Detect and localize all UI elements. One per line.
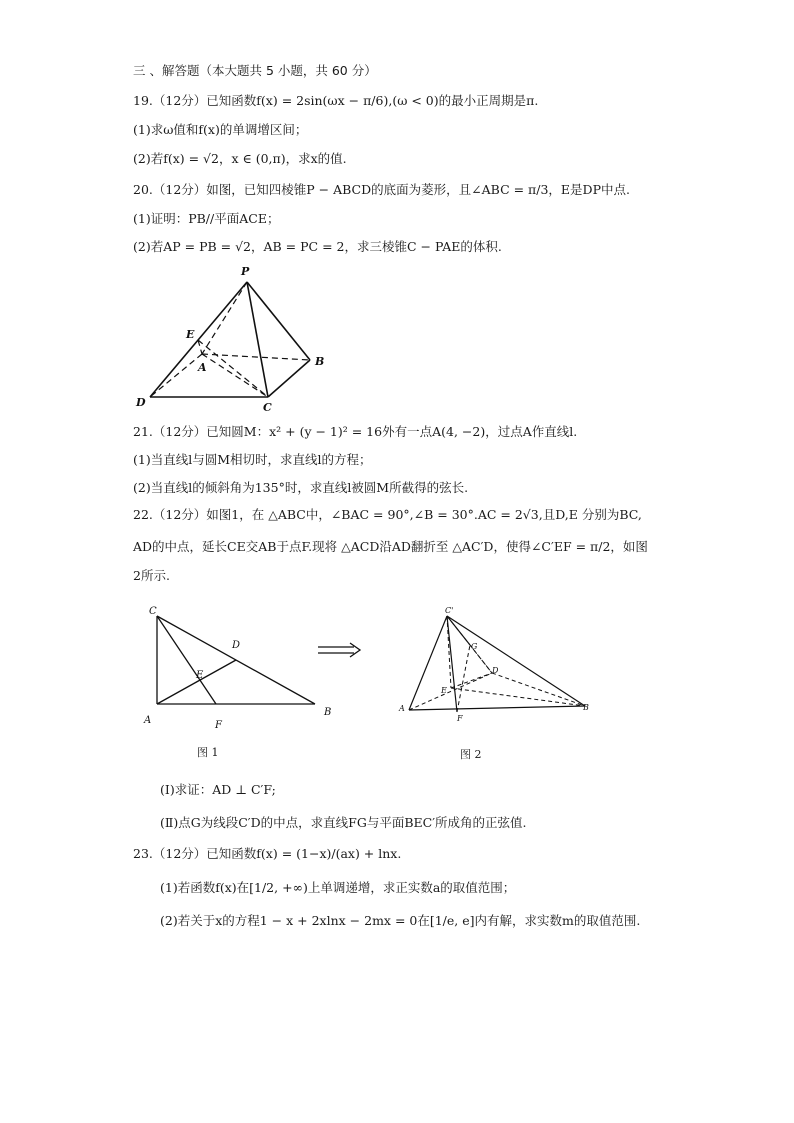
fig1-label-F: F	[215, 720, 222, 730]
section-title: 三 、解答题（本大题共 5 小题，共 60 分）	[133, 63, 377, 78]
fig-label-A: A	[198, 361, 207, 374]
fig2-label-G: G	[471, 642, 478, 651]
fig-label-B: B	[315, 355, 325, 368]
q21-part1: (1)当直线l与圆M相切时，求直线l的方程；	[133, 452, 372, 467]
q19-stem: 19.（12分）已知函数f(x) = 2sin(ωx − π/6),(ω < 0)的最小正周期是π.	[133, 93, 539, 108]
fig-label-D: D	[136, 396, 146, 409]
fig-label-C: C	[263, 401, 272, 414]
fig-label-P: P	[241, 265, 250, 278]
fig2-label-C: C'	[445, 606, 454, 615]
triangle-figure-1	[140, 600, 340, 730]
figure-2-caption: 图 2	[460, 748, 482, 761]
pyramid-figure	[130, 262, 340, 417]
fig1-label-A: A	[144, 715, 152, 726]
q22-part2: (Ⅱ)点G为线段C′D的中点，求直线FG与平面BEC′所成角的正弦值.	[160, 815, 527, 830]
q21-part2: (2)当直线l的倾斜角为135°时，求直线l被圆M所截得的弦长.	[133, 480, 469, 495]
fig2-label-B: B	[583, 703, 589, 712]
fig2-label-D: D	[492, 666, 499, 675]
q19-part2: (2)若f(x) = √2，x ∈ (0,π)，求x的值.	[133, 151, 347, 166]
q20-stem: 20.（12分）如图，已知四棱锥P − ABCD的底面为菱形，且∠ABC = π/3，E是DP中点.	[133, 182, 630, 197]
q22-stem-line3: 2所示.	[133, 568, 170, 583]
fig2-label-A: A	[399, 704, 405, 713]
fig1-label-D: D	[232, 640, 241, 651]
figure-1-caption: 图 1	[197, 746, 219, 759]
q22-part1: (Ⅰ)求证：AD ⊥ C′F;	[160, 782, 276, 797]
fig1-label-C: C	[149, 606, 157, 617]
fig-label-E: E	[186, 328, 195, 341]
fig1-label-B: B	[324, 707, 332, 718]
fold-figure-2	[395, 600, 595, 730]
fig2-label-E: E	[441, 686, 447, 695]
q20-part2: (2)若AP = PB = √2，AB = PC = 2，求三棱锥C − PAE的体积.	[133, 239, 502, 254]
q21-stem: 21.（12分）已知圆M：x² + (y − 1)² = 16外有一点A(4, −2)，过点A作直线l.	[133, 424, 578, 439]
transform-arrow	[316, 640, 366, 660]
q23-stem: 23.（12分）已知函数f(x) = (1−x)/(ax) + lnx.	[133, 846, 402, 861]
q19-part1: (1)求ω值和f(x)的单调增区间；	[133, 122, 308, 137]
fig2-label-F: F	[457, 714, 463, 723]
q22-stem-line1: 22.（12分）如图1，在 △ABC中，∠BAC = 90°,∠B = 30°.AC = 2√3,且D,E 分别为BC,	[133, 507, 642, 522]
fig1-label-E: E	[196, 670, 204, 681]
q20-part1: (1)证明：PB//平面ACE；	[133, 211, 280, 226]
q22-stem-line2: AD的中点，延长CE交AB于点F.现将 △ACD沿AD翻折至 △AC′D，使得∠C′EF = π/2，如图	[133, 539, 648, 554]
q23-part1: (1)若函数f(x)在[1/2, +∞)上单调递增，求正实数a的取值范围；	[160, 880, 516, 895]
q23-part2: (2)若关于x的方程1 − x + 2xlnx − 2mx = 0在[1/e, e]内有解，求实数m的取值范围.	[160, 913, 641, 928]
